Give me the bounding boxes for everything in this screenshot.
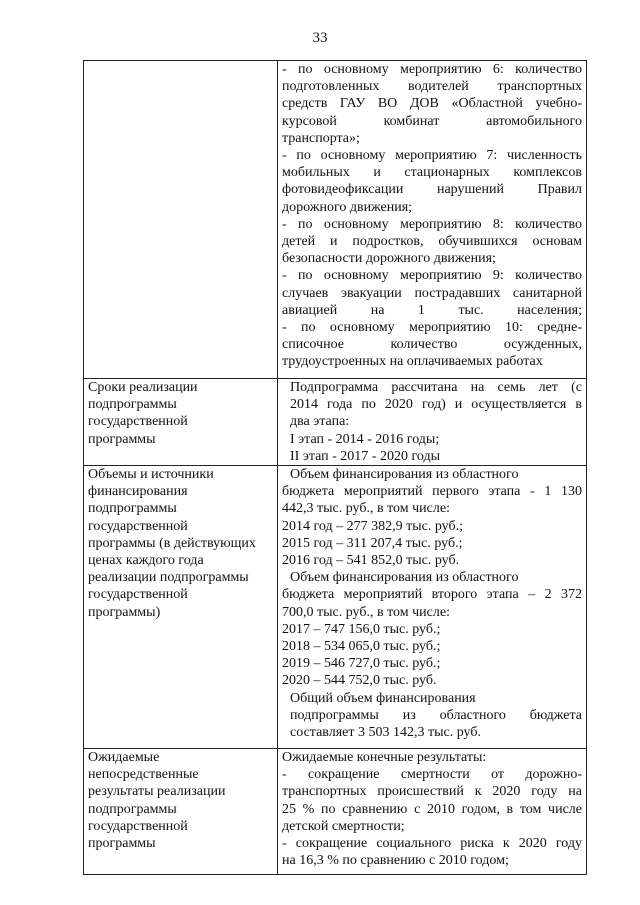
content-line: фотовидеофиксации нарушений Правил bbox=[282, 182, 582, 198]
label-line: программы) bbox=[88, 604, 161, 620]
content-line: два этапа: bbox=[290, 414, 350, 430]
content-line: - по основному мероприятию 8: количество bbox=[282, 216, 582, 232]
label-line: финансирования bbox=[88, 484, 188, 500]
content-line: подготовленных водителей транспортных bbox=[282, 79, 582, 95]
content-line: авиацией на 1 тыс. населения; bbox=[282, 302, 582, 318]
content-line: списочное количество осужденных, bbox=[282, 337, 582, 353]
content-line: транспортных происшествий к 2020 году на bbox=[282, 784, 582, 800]
label-line: подпрограммы bbox=[88, 801, 177, 817]
content-line: - по основному мероприятию 10: средне- bbox=[282, 320, 582, 336]
content-line: Общий объем финансирования bbox=[290, 690, 476, 706]
content-line: 442,3 тыс. руб., в том числе: bbox=[282, 501, 450, 517]
content-line: детской смертности; bbox=[282, 818, 405, 834]
row-label-cell bbox=[84, 466, 278, 749]
label-line: государственной bbox=[88, 587, 188, 603]
content-line: трудоустроенных на оплачиваемых работах bbox=[282, 354, 543, 370]
row-label-cell bbox=[84, 61, 278, 379]
label-line: программы bbox=[88, 431, 156, 447]
content-line: Объем финансирования из областного bbox=[290, 570, 519, 586]
content-line: дорожного движения; bbox=[282, 199, 413, 215]
content-line: курсовой комбинат автомобильного bbox=[282, 113, 582, 129]
content-line: на 16,3 % по сравнению с 2010 годом; bbox=[282, 853, 509, 869]
content-line: 25 % по сравнению с 2010 годом, в том числе bbox=[282, 801, 582, 817]
label-line: подпрограммы bbox=[88, 501, 177, 517]
content-line: транспорта»; bbox=[282, 130, 360, 146]
label-line: государственной bbox=[88, 518, 188, 534]
content-line: II этап - 2017 - 2020 годы bbox=[290, 448, 440, 464]
label-line: подпрограммы bbox=[88, 397, 177, 413]
content-line: 2018 – 534 065,0 тыс. руб.; bbox=[282, 639, 441, 655]
content-line: случаев эвакуации пострадавших санитарной bbox=[282, 285, 582, 301]
label-line: ценах каждого года bbox=[88, 553, 204, 569]
page-number: 33 bbox=[312, 30, 328, 46]
row-content-cell bbox=[278, 749, 587, 875]
content-line: - по основному мероприятию 9: количество bbox=[282, 268, 582, 284]
row-label-cell bbox=[84, 749, 278, 875]
content-line: 700,0 тыс. руб., в том числе: bbox=[282, 604, 450, 620]
content-line: подпрограммы из областного бюджета bbox=[290, 707, 582, 723]
row-content-cell bbox=[278, 379, 587, 466]
content-line: I этап - 2014 - 2016 годы; bbox=[290, 431, 440, 447]
label-line: Сроки реализации bbox=[88, 380, 198, 395]
label-line: программы bbox=[88, 836, 156, 852]
table-row bbox=[84, 466, 587, 749]
content-line: - по основному мероприятию 7: численность bbox=[282, 148, 582, 164]
content-line: 2014 года по 2020 год) и осуществляется в bbox=[290, 397, 582, 413]
label-line: государственной bbox=[88, 414, 188, 430]
label-line: Ожидаемые bbox=[88, 750, 160, 766]
content-line: - сокращение социального риска к 2020 году bbox=[282, 836, 582, 852]
label-line: Объемы и источники bbox=[88, 467, 214, 483]
content-line: 2014 год – 277 382,9 тыс. руб.; bbox=[282, 518, 463, 534]
label-line: программы (в действующих bbox=[88, 535, 256, 551]
content-line: Объем финансирования из областного bbox=[290, 467, 519, 483]
label-line: государственной bbox=[88, 818, 188, 834]
passport-table bbox=[83, 60, 587, 875]
content-line: детей и подростков, обучившихся основам bbox=[282, 234, 582, 250]
content-line: мобильных и стационарных комплексов bbox=[282, 165, 582, 181]
table-row bbox=[84, 61, 587, 379]
row-content-cell bbox=[278, 61, 587, 379]
content-line: бюджета мероприятий второго этапа – 2 372 bbox=[282, 587, 582, 603]
label-line: непосредственные bbox=[88, 767, 199, 783]
table-row bbox=[84, 749, 587, 875]
table-row bbox=[84, 379, 587, 466]
row-content-cell bbox=[278, 466, 587, 749]
content-line: составляет 3 503 142,3 тыс. руб. bbox=[290, 725, 481, 741]
content-line: 2015 год – 311 207,4 тыс. руб.; bbox=[282, 535, 463, 551]
content-line: 2020 – 544 752,0 тыс. руб. bbox=[282, 673, 437, 689]
content-line: 2016 год – 541 852,0 тыс. руб. bbox=[282, 553, 460, 569]
label-line: результаты реализации bbox=[88, 784, 226, 800]
label-line: реализации подпрограммы bbox=[88, 570, 249, 586]
content-line: Подпрограмма рассчитана на семь лет (с bbox=[290, 380, 582, 395]
content-line: - сокращение смертности от дорожно- bbox=[282, 767, 582, 783]
content-line: Ожидаемые конечные результаты: bbox=[282, 750, 487, 766]
content-line: 2017 – 747 156,0 тыс. руб.; bbox=[282, 621, 441, 637]
content-line: средств ГАУ ВО ДОВ «Областной учебно- bbox=[282, 96, 582, 112]
row-label-cell bbox=[84, 379, 278, 466]
content-line: 2019 – 546 727,0 тыс. руб.; bbox=[282, 656, 441, 672]
content-line: безопасности дорожного движения; bbox=[282, 251, 496, 267]
content-line: - по основному мероприятию 6: количество bbox=[282, 62, 582, 77]
content-line: бюджета мероприятий первого этапа - 1 130 bbox=[282, 484, 582, 500]
